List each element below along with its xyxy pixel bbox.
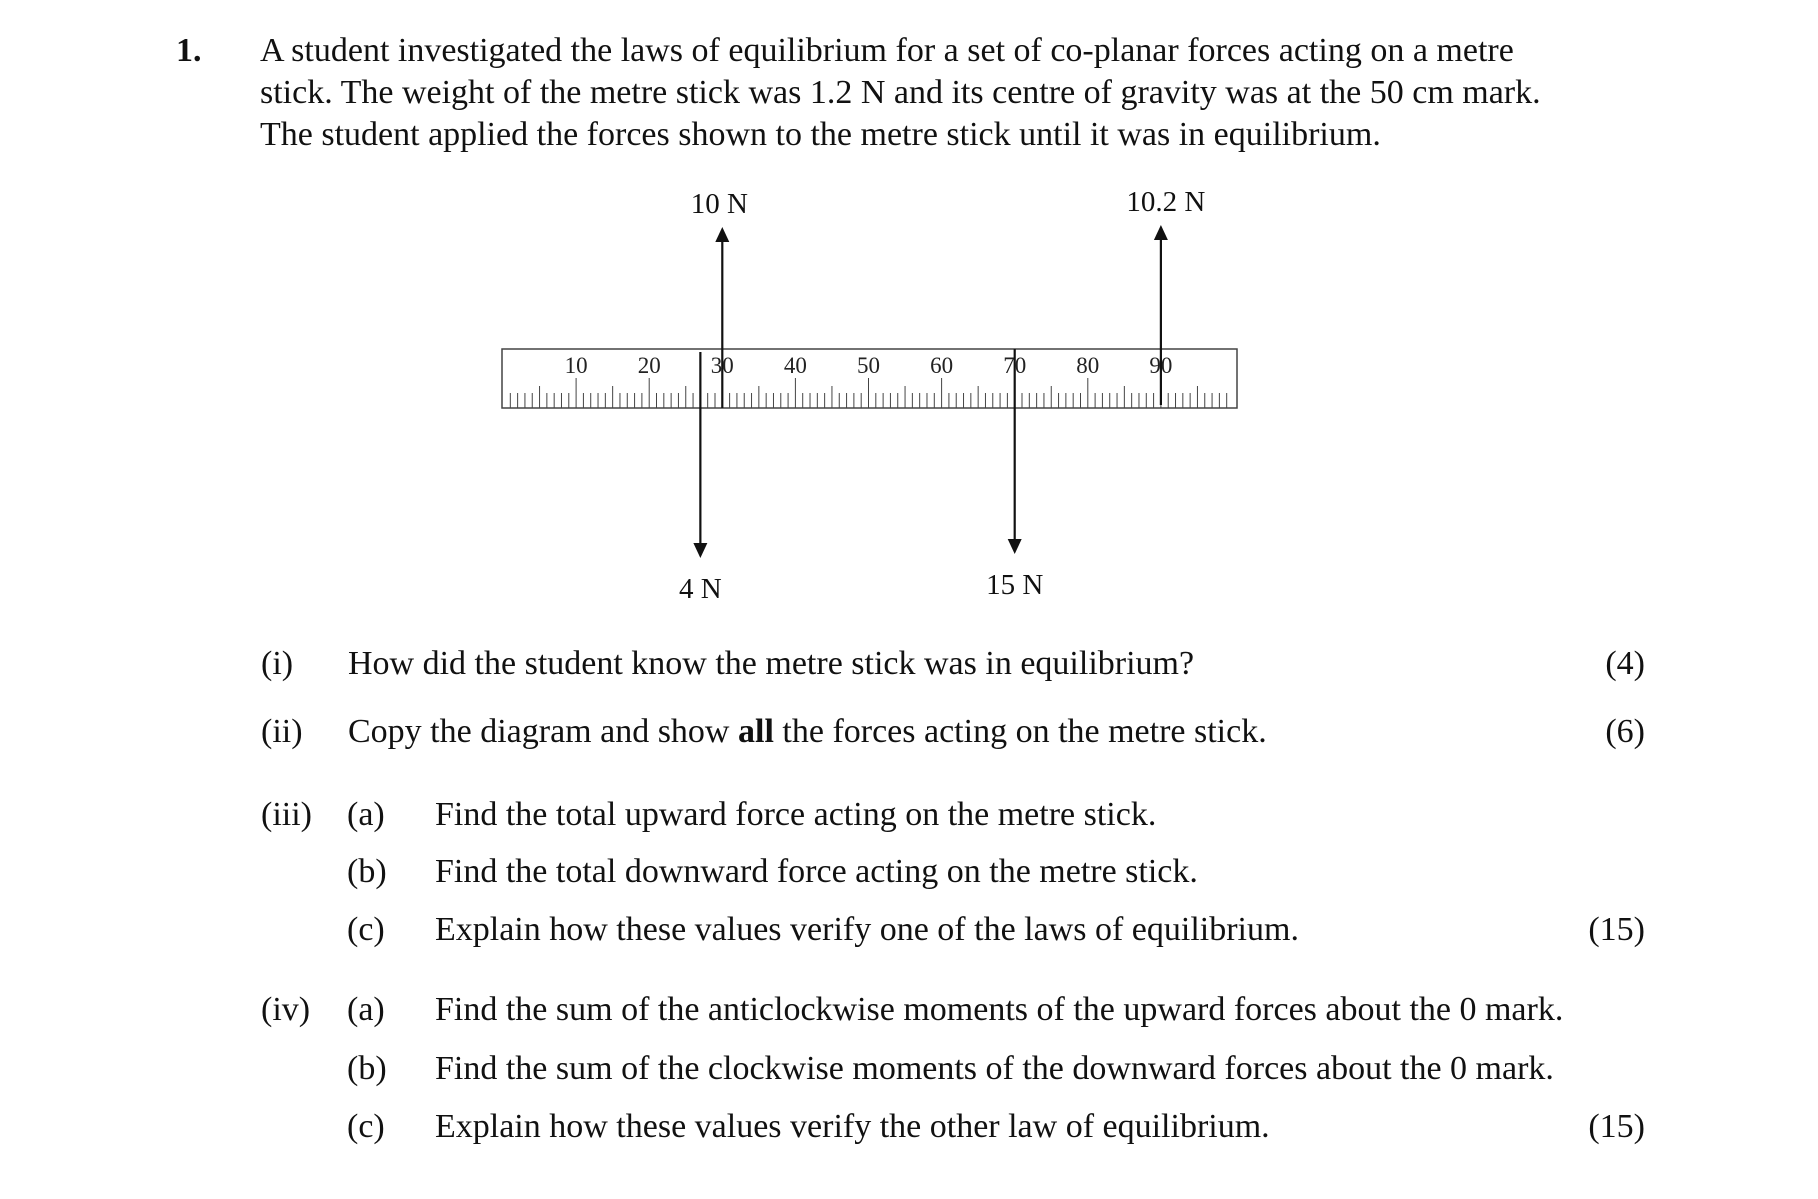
part-iii-marks: (15) <box>1588 911 1645 948</box>
ruler-label: 70 <box>1003 353 1027 378</box>
part-ii-text-after: the forces acting on the metre stick. <box>773 713 1267 750</box>
part-iv-label: (iv) <box>261 991 311 1028</box>
ruler-label: 40 <box>783 353 807 378</box>
part-iii-label: (iii) <box>261 796 312 833</box>
ruler-label: 50 <box>857 353 880 378</box>
ruler-label: 60 <box>930 353 954 378</box>
force-label: 4 N <box>679 573 722 605</box>
force-label: 10 N <box>690 188 748 220</box>
force-label: 10.2 N <box>1126 186 1206 218</box>
part-iv-a-text: Find the sum of the anticlockwise moments of the upward forces about the 0 mark. <box>435 991 1564 1028</box>
part-i-marks: (4) <box>1605 645 1645 682</box>
intro-line-3: The student applied the forces shown to the metre stick until it was in equilibrium. <box>260 116 1381 153</box>
ruler-label: 30 <box>710 353 734 378</box>
part-iv-b-text: Find the sum of the clockwise moments of the downward forces about the 0 mark. <box>435 1050 1554 1087</box>
intro-line-1: A student investigated the laws of equilibrium for a set of co-planar forces acting on a metre <box>260 32 1514 69</box>
part-iii-b-text: Find the total downward force acting on the metre stick. <box>435 853 1198 890</box>
part-iii-c-label: (c) <box>347 911 385 948</box>
ruler-label: 20 <box>637 353 661 378</box>
part-iii-a-label: (a) <box>347 796 385 833</box>
metre-stick-ruler <box>502 349 1237 408</box>
part-ii-marks: (6) <box>1605 713 1645 750</box>
part-iv-marks: (15) <box>1588 1108 1645 1145</box>
ruler-label: 90 <box>1149 353 1173 378</box>
ruler-label: 10 <box>564 353 588 378</box>
part-ii-text <box>348 712 1267 752</box>
part-ii-text-bold: all <box>738 713 774 750</box>
part-iv-b-label: (b) <box>347 1050 387 1087</box>
part-i-text: How did the student know the metre stick was in equilibrium? <box>348 645 1195 682</box>
part-iv-a-label: (a) <box>347 991 385 1028</box>
part-iv-c-label: (c) <box>347 1108 385 1145</box>
part-ii-text-before: Copy the diagram and show <box>348 713 738 750</box>
part-iii-b-label: (b) <box>347 853 387 890</box>
part-iii-a-text: Find the total upward force acting on the metre stick. <box>435 796 1157 833</box>
question-number: 1. <box>176 32 202 69</box>
part-ii-label: (ii) <box>261 713 303 750</box>
part-iii-c-text: Explain how these values verify one of the laws of equilibrium. <box>435 911 1299 948</box>
part-iv-c-text: Explain how these values verify the other law of equilibrium. <box>435 1108 1270 1145</box>
force-label: 15 N <box>986 569 1044 601</box>
intro-line-2: stick. The weight of the metre stick was 1.2 N and its centre of gravity was at the 50 cm mark. <box>260 74 1541 111</box>
ruler-label: 80 <box>1076 353 1100 378</box>
part-i-label: (i) <box>261 645 294 682</box>
